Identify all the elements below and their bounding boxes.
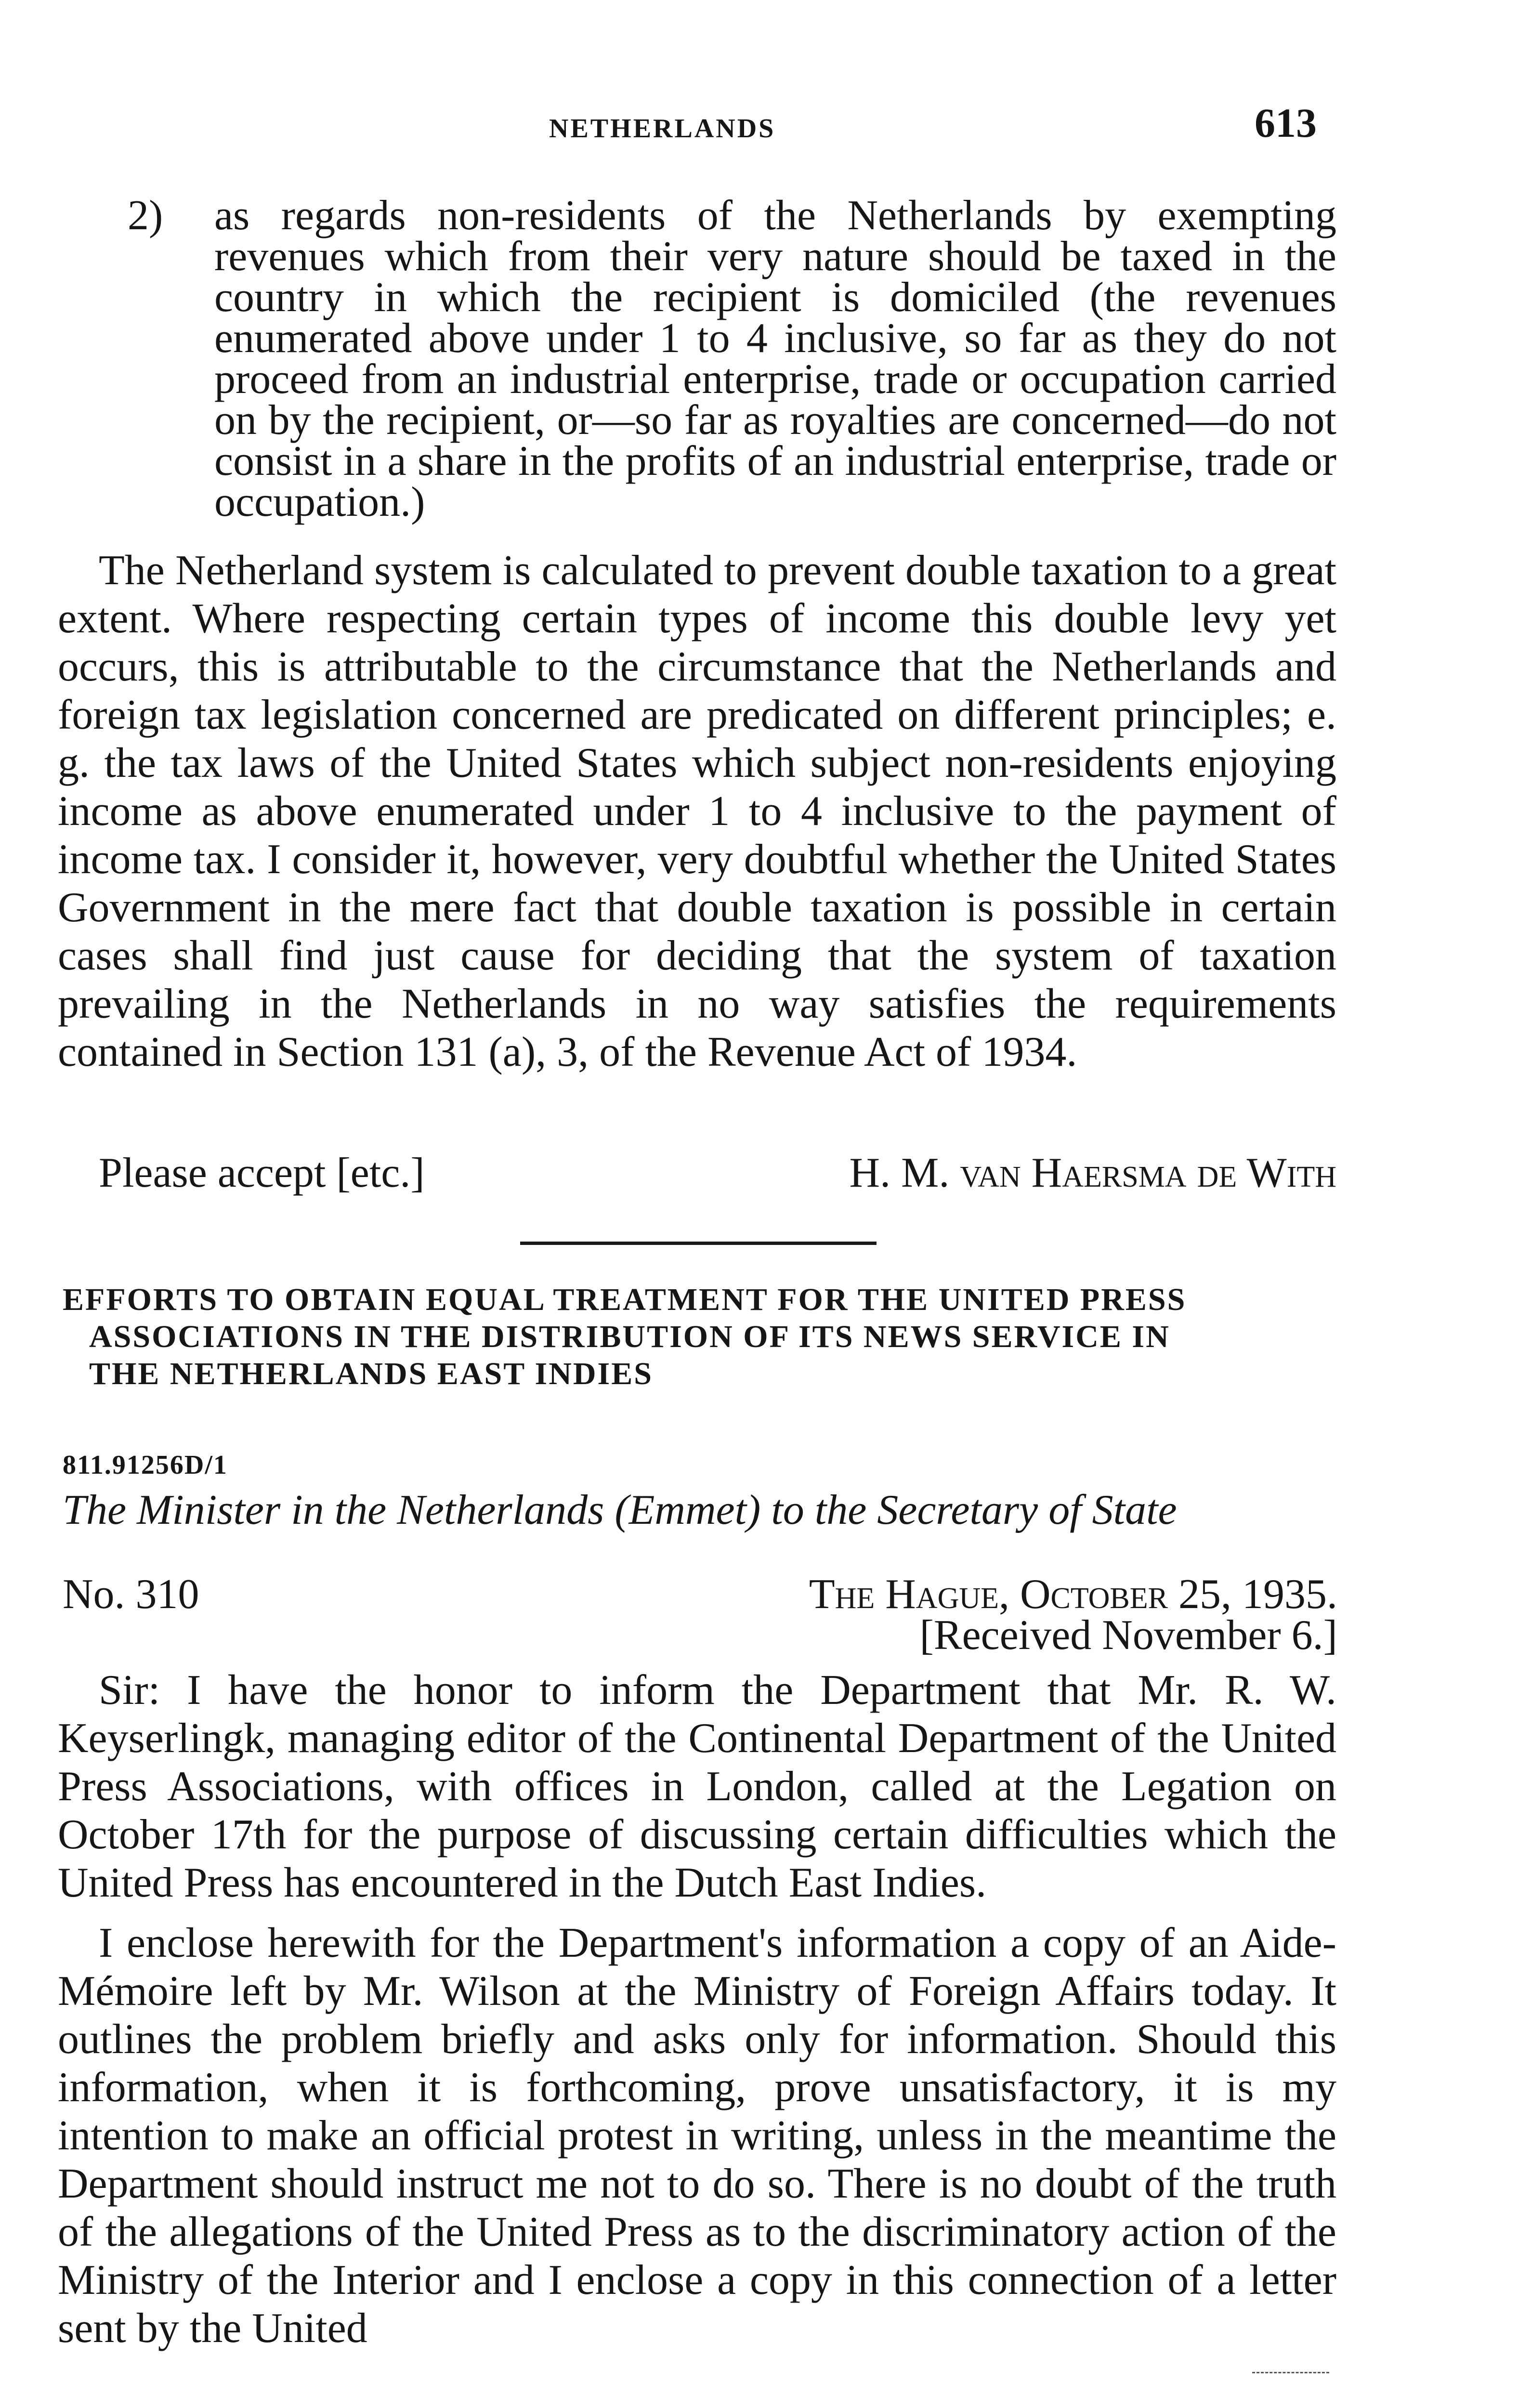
signature: H. M. van Haersma de With [849,1150,1336,1196]
document-number: No. 310 [63,1571,199,1618]
section-heading-line: ASSOCIATIONS IN THE DISTRIBUTION OF ITS NEWS SERVICE IN [89,1319,1170,1354]
page-number: 613 [1255,100,1317,146]
file-number: 811.91256D/1 [63,1450,228,1480]
body-paragraph: I enclose herewith for the Department's information a copy of an Aide-Mémoire left by Mr. Wilson at the Ministry of Foreign Affairs today. It outlines the problem briefly and asks only for information. Should this information, when it is forthcoming, prove unsatisfactory, it is my intention to make an official protest in writing, unless in the meantime the Department should instruct me not to do so. There is no doubt of the truth of the allegations of the United Press as to the discriminatory action of the Ministry of the Interior and I enclose a copy in this connection of a letter sent by the United [58,1920,1336,2352]
body-paragraph: Sir: I have the honor to inform the Department that Mr. R. W. Keyserlingk, managing editor of the Continental Department of the United Press Associations, with offices in London, called at the Legation on October 17th for the purpose of discussing certain difficulties which the United Press has encountered in the Dutch East Indies. [58,1667,1336,1906]
footer-mark [1252,2372,1329,2373]
document-title: The Minister in the Netherlands (Emmet) to the Secretary of State [63,1487,1177,1533]
closing-text: Please accept [etc.] [99,1150,425,1196]
numbered-list-item [128,192,1336,525]
body-paragraph: The Netherland system is calculated to prevent double taxation to a great extent. Where respecting certain types of income this double levy yet occurs, this is attributable to the circumstance that the Netherlands and foreign tax legislation concerned are predicated on different principles; e. g. the tax laws of the United States which subject non-residents enjoying income as above enumerated under 1 to 4 inclusive to the payment of income tax. I consider it, however, very doubtful whether the United States Government in the mere fact that double taxation is possible in certain cases shall find just cause for deciding that the system of taxation prevailing in the Netherlands in no way satisfies the requirements contained in Section 131 (a), 3, of the Revenue Act of 1934. [58,547,1336,1075]
section-heading-line: EFFORTS TO OBTAIN EQUAL TREATMENT FOR THE UNITED PRESS [63,1282,1187,1317]
running-title: NETHERLANDS [549,114,776,144]
place-date: The Hague, October 25, 1935. [809,1571,1337,1618]
section-heading [63,1281,1339,1392]
received-date: [Received November 6.] [919,1612,1337,1659]
list-item-text: as regards non-residents of the Netherlands by exempting revenues which from their very nature should be taxed in the country in which the recipient is domiciled (the revenues enumerated above under 1 to 4 inclusive, so far as they do not proceed from an industrial enterprise, trade or occupation carried on by the recipient, or—so far as royalties are concerned—do not consist in a share in the profits of an industrial enterprise, trade or occupation.) [214,192,1336,525]
section-divider [520,1242,877,1245]
list-item-number: 2) [128,192,163,239]
section-heading-line: THE NETHERLANDS EAST INDIES [89,1356,653,1391]
